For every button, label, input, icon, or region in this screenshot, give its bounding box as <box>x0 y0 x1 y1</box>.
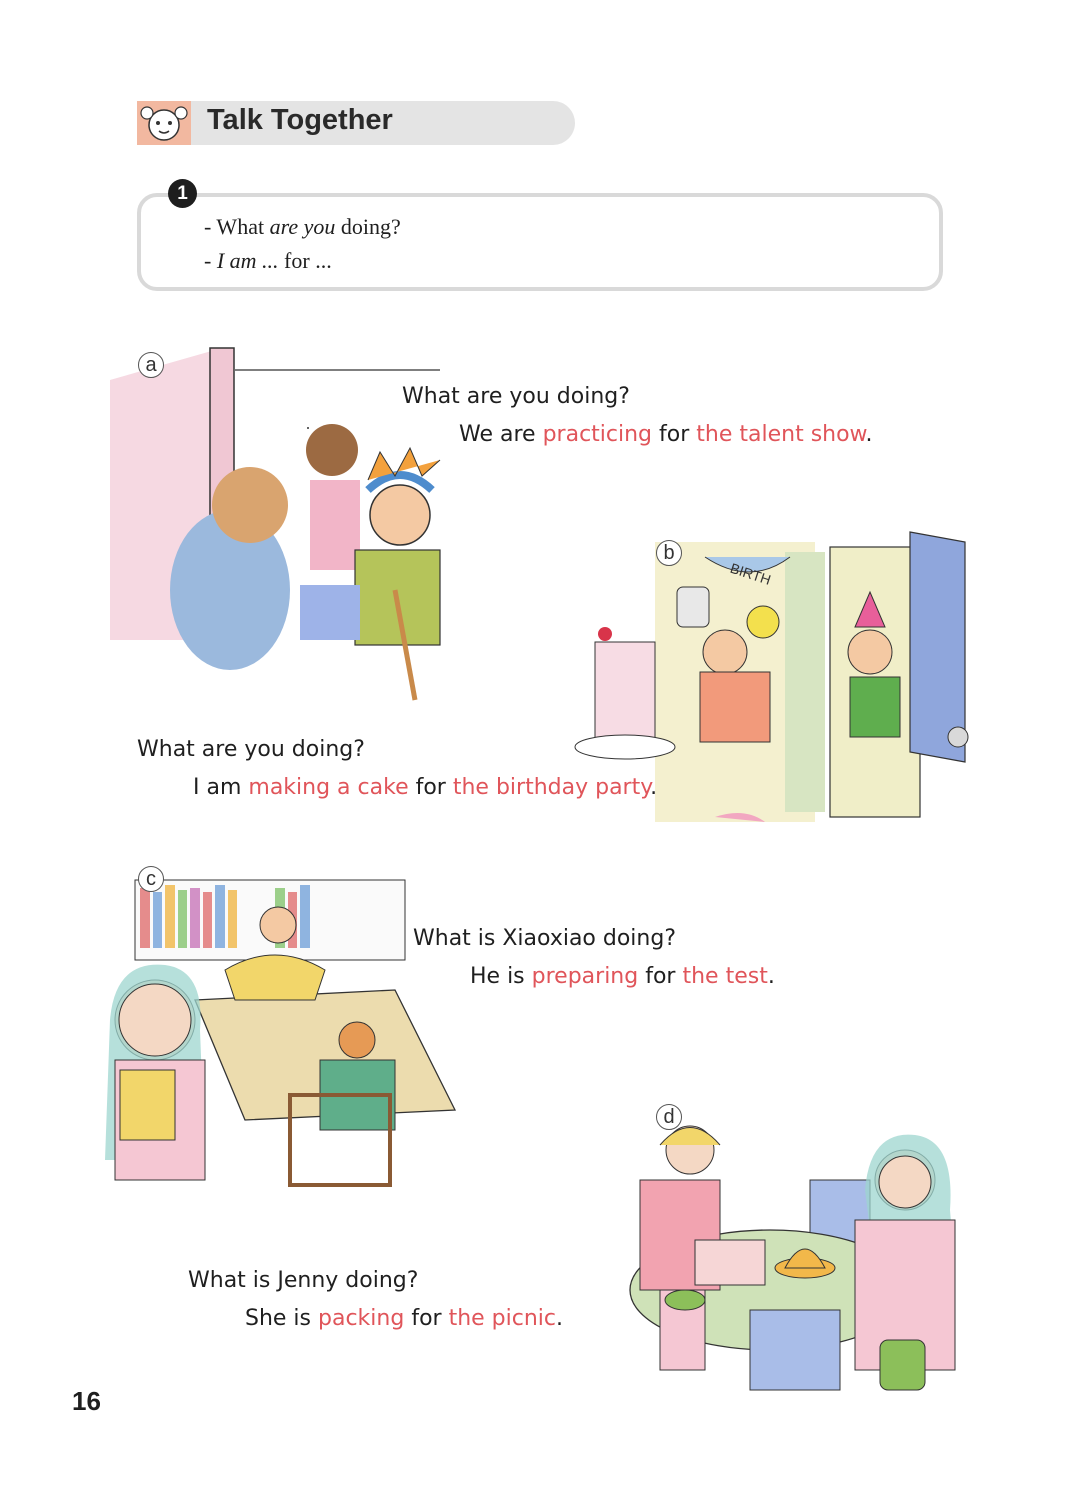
scene-d-question: What is Jenny doing? <box>188 1268 419 1293</box>
scene-d-illustration <box>600 1110 980 1450</box>
scene-d-label: d <box>656 1104 682 1130</box>
scene-d-answer: She is packing for the picnic. <box>245 1306 563 1331</box>
scene-b-illustration <box>565 532 985 852</box>
scene-b-label: b <box>656 540 682 566</box>
scene-b-question: What are you doing? <box>137 737 365 762</box>
scene-a-label: a <box>138 352 164 378</box>
scene-c-answer: He is preparing for the test. <box>470 964 775 989</box>
scene-a-answer: We are practicing for the talent show. <box>459 422 873 447</box>
scene-c-label: c <box>138 866 164 892</box>
pattern-line-question: - What are you doing? <box>204 214 401 239</box>
sentence-pattern-box <box>137 193 943 291</box>
pattern-line-answer: - I am ... for ... <box>204 248 332 273</box>
scene-b-answer: I am making a cake for the birthday party. <box>193 775 658 800</box>
scene-c-illustration <box>95 870 495 1200</box>
cartoon-face-icon <box>137 101 191 145</box>
exercise-number-badge: 1 <box>168 179 197 208</box>
page-number: 16 <box>72 1386 101 1416</box>
scene-a-question: What are you doing? <box>402 384 630 409</box>
scene-c-question: What is Xiaoxiao doing? <box>413 926 677 951</box>
birthday-banner-text: BIRTH <box>728 559 773 588</box>
section-title: Talk Together <box>207 104 393 136</box>
scene-a-illustration <box>110 340 450 700</box>
